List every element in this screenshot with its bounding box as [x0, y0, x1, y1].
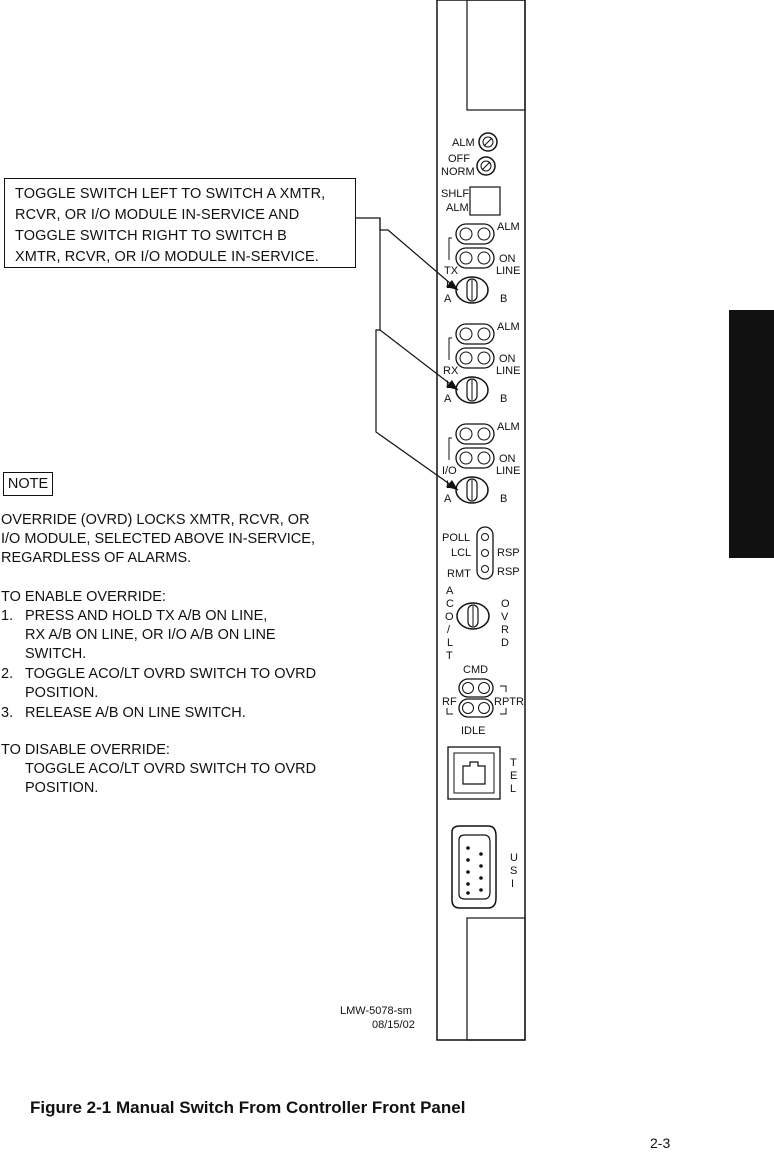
tx-label: TX — [444, 265, 459, 277]
b-label: B — [500, 293, 508, 305]
led-icon — [478, 428, 490, 440]
led-icon — [463, 703, 474, 714]
shlf-alm-label: ALM — [446, 202, 469, 214]
alm-label: ALM — [497, 421, 520, 433]
bracket-icon — [449, 338, 452, 360]
step-number: 1. — [1, 608, 14, 624]
rptr-label: RPTR — [494, 696, 524, 708]
pin-icon — [466, 858, 470, 862]
switch-slot-icon — [482, 162, 490, 170]
pin-icon — [466, 882, 470, 886]
tel-letter: T — [510, 757, 517, 769]
bracket-icon — [500, 686, 506, 692]
online-button-housing[interactable] — [456, 348, 494, 368]
note-line: SWITCH. — [25, 646, 87, 662]
alm-label: ALM — [497, 321, 520, 333]
rmt-label: RMT — [447, 568, 471, 580]
alm-label: ALM — [497, 221, 520, 233]
led-icon — [460, 428, 472, 440]
usi-letter: S — [510, 865, 518, 877]
aco-lt-letter: T — [446, 650, 453, 662]
drawing-id: LMW-5078-sm — [340, 1005, 412, 1017]
rsp-label: RSP — [497, 566, 520, 578]
tel-jack[interactable] — [448, 747, 500, 799]
led-pair-housing — [456, 224, 494, 244]
io-label: I/O — [442, 465, 457, 477]
led-icon — [478, 328, 490, 340]
note-line: PRESS AND HOLD TX A/B ON LINE, — [25, 608, 268, 624]
lcl-label: LCL — [451, 547, 472, 559]
shelf-alarm-indicator — [470, 187, 500, 215]
bottom-bracket — [467, 918, 525, 1040]
top-bracket — [467, 0, 525, 110]
led-pair-housing — [459, 679, 493, 697]
l-label: L — [446, 379, 453, 391]
idle-label: IDLE — [461, 725, 486, 737]
rf-label: RF — [442, 696, 457, 708]
b-label: B — [500, 493, 508, 505]
led-icon — [460, 352, 472, 364]
rx-label: RX — [443, 365, 459, 377]
led-icon — [478, 228, 490, 240]
pin-icon — [466, 846, 470, 850]
led-pair-housing — [459, 699, 493, 717]
ovrd-letter: D — [501, 637, 509, 649]
led-icon — [479, 703, 490, 714]
led-icon — [478, 252, 490, 264]
tel-jack-inner — [454, 753, 494, 793]
callout-line: XMTR, RCVR, OR I/O MODULE IN-SERVICE. — [15, 249, 319, 265]
line-label: LINE — [496, 365, 521, 377]
rj-port-icon — [463, 762, 485, 784]
callout-line: RCVR, OR I/O MODULE IN-SERVICE AND — [15, 207, 300, 223]
usi-letter: I — [511, 878, 515, 890]
aco-lt-letter: L — [447, 637, 454, 649]
drawing-date: 08/15/02 — [372, 1019, 415, 1031]
bracket-icon — [449, 238, 452, 260]
aco-lt-letter: / — [447, 624, 451, 636]
aco-lt-letter: O — [445, 611, 454, 623]
tel-letter: L — [510, 783, 517, 795]
note-line: TOGGLE ACO/LT OVRD SWITCH TO OVRD — [25, 761, 317, 777]
shlf-label: SHLF — [441, 188, 470, 200]
leader-line-tx — [356, 218, 458, 290]
ovrd-letter: R — [501, 624, 509, 636]
led-icon — [463, 683, 474, 694]
on-label: ON — [499, 353, 516, 365]
led-icon — [460, 328, 472, 340]
led-icon — [478, 452, 490, 464]
line-label: LINE — [496, 265, 521, 277]
poll-led-housing — [477, 527, 493, 579]
led-icon — [478, 352, 490, 364]
usi-letter: U — [510, 852, 518, 864]
note-line: OVERRIDE (OVRD) LOCKS XMTR, RCVR, OR — [1, 512, 310, 528]
online-button-housing[interactable] — [456, 248, 494, 268]
on-label: ON — [499, 453, 516, 465]
ovrd-letter: V — [501, 611, 509, 623]
led-icon — [482, 550, 489, 557]
pin-icon — [479, 852, 483, 856]
bracket-icon — [447, 708, 453, 714]
step-number: 3. — [1, 705, 14, 721]
note-tag: NOTE — [3, 472, 53, 496]
pin-icon — [479, 876, 483, 880]
aco-lt-letter: A — [446, 585, 454, 597]
note-line: POSITION. — [25, 780, 99, 796]
callout-line: TOGGLE SWITCH LEFT TO SWITCH A XMTR, — [15, 186, 326, 202]
b-label: B — [500, 393, 508, 405]
pin-icon — [479, 888, 483, 892]
note-line: RX A/B ON LINE, OR I/O A/B ON LINE — [25, 627, 276, 643]
l-label: L — [446, 479, 453, 491]
led-icon — [479, 683, 490, 694]
pin-icon — [479, 864, 483, 868]
ovrd-letter: O — [501, 598, 510, 610]
aco-lt-letter: C — [446, 598, 454, 610]
note-line: TOGGLE ACO/LT OVRD SWITCH TO OVRD — [25, 666, 317, 682]
led-icon — [482, 566, 489, 573]
led-pair-housing — [456, 324, 494, 344]
online-button-housing[interactable] — [456, 448, 494, 468]
db9-shell-icon — [459, 835, 490, 899]
a-label: A — [444, 493, 452, 505]
led-icon — [460, 452, 472, 464]
led-icon — [460, 228, 472, 240]
rsp-label: RSP — [497, 547, 520, 559]
line-label: LINE — [496, 465, 521, 477]
note-line: TO ENABLE OVERRIDE: — [1, 589, 166, 605]
a-label: A — [444, 293, 452, 305]
note-line: REGARDLESS OF ALARMS. — [1, 550, 192, 566]
a-label: A — [444, 393, 452, 405]
norm-label: NORM — [441, 166, 475, 178]
bracket-icon — [500, 708, 506, 714]
step-number: 2. — [1, 666, 14, 682]
note-line: POSITION. — [25, 685, 99, 701]
pin-icon — [466, 891, 470, 895]
tel-letter: E — [510, 770, 518, 782]
off-label: OFF — [448, 153, 470, 165]
note-line: TO DISABLE OVERRIDE: — [1, 742, 170, 758]
alm-label: ALM — [452, 137, 475, 149]
cmd-label: CMD — [463, 664, 489, 676]
callout-line: TOGGLE SWITCH RIGHT TO SWITCH B — [15, 228, 287, 244]
note-line: RELEASE A/B ON LINE SWITCH. — [25, 705, 246, 721]
note-line: I/O MODULE, SELECTED ABOVE IN-SERVICE, — [1, 531, 315, 547]
led-icon — [460, 252, 472, 264]
poll-label: POLL — [442, 532, 471, 544]
bracket-icon — [449, 438, 452, 460]
on-label: ON — [499, 253, 516, 265]
led-pair-housing — [456, 424, 494, 444]
pin-icon — [466, 870, 470, 874]
led-icon — [482, 534, 489, 541]
page-number: 2-3 — [650, 1135, 671, 1151]
switch-slot-icon — [484, 138, 492, 146]
figure-caption: Figure 2-1 Manual Switch From Controller Front Panel — [30, 1098, 466, 1117]
l-label: L — [446, 279, 453, 291]
